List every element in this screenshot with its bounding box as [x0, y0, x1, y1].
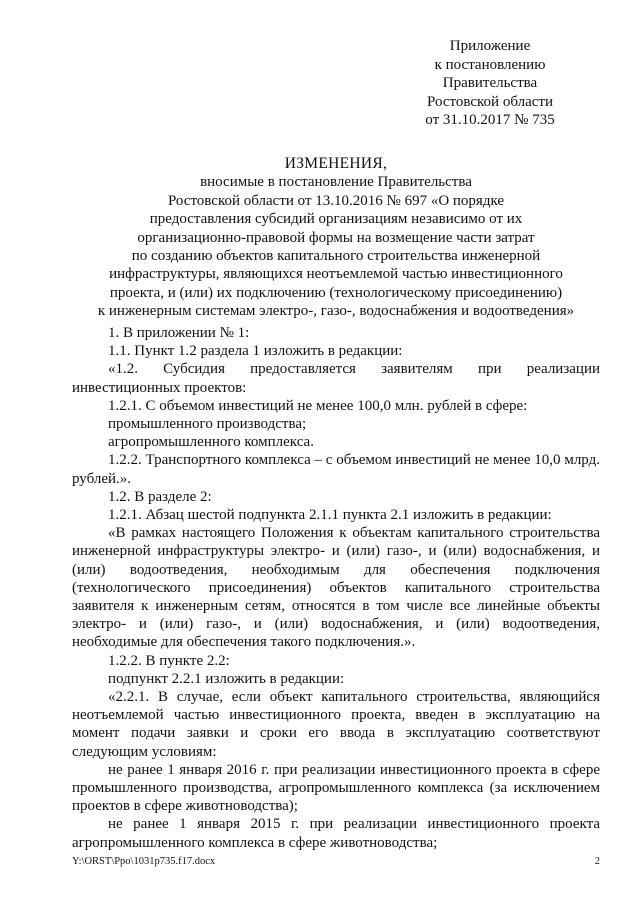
title-line: по созданию объектов капитального строительства инженерной	[131, 248, 541, 265]
paragraph: 1. В приложении № 1:	[108, 325, 250, 341]
file-path: Y:\ORST\Ppo\1031p735.f17.docx	[72, 856, 216, 867]
paragraph: «В рамках настоящего Положения к объектам капитального строительства инженерной инфраструктуры электро- и (или) газо-, и (или) водоснабжения, и (или) водоотведения, необходимым для обеспечения подключения (технологического присоединения) объектов капитального строительства заявителя к инженерным сетям, относятся в том числе все линейные объекты электро- и (или) газо-, и (или) водоснабжения, и (или) водоотведения, необходимые для обеспечения такого подключения.».	[72, 525, 600, 651]
paragraph: «2.2.1. В случае, если объект капитального строительства, являющийся неотъемлемой частью инвестиционного проекта, введен в эксплуатацию на момент подачи заявки и сроки его ввода в эксплуатацию соответствуют следующим условиям:	[72, 689, 600, 760]
title-line: организационно-правовой формы на возмещение части затрат	[137, 229, 535, 246]
paragraph: «1.2. Субсидия предоставляется заявителям при реализации инвестиционных проектов:	[72, 361, 600, 396]
document-body	[72, 324, 600, 852]
title-line: Ростовской области от 13.10.2016 № 697 «О порядке	[167, 192, 505, 209]
paragraph: агропромышленного комплекса.	[108, 434, 314, 451]
title-line: вносимые в постановление Правительства	[200, 174, 472, 191]
paragraph: 1.2.1. Абзац шестой подпункта 2.1.1 пункта 2.1 изложить в редакции:	[108, 507, 552, 524]
title-main: ИЗМЕНЕНИЯ,	[284, 155, 388, 172]
title-line: проекта, и (или) их подключению (технологическому присоединению)	[109, 284, 563, 301]
paragraph: 1.2.2. Транспортного комплекса – с объемом инвестиций не менее 10,0 млрд. рублей.».	[72, 452, 600, 487]
paragraph: 1.2.1. С объемом инвестиций не менее 100,0 млн. рублей в сфере:	[108, 397, 528, 414]
appendix-block	[380, 37, 600, 130]
paragraph: 1.2.2. В пункте 2.2:	[108, 652, 230, 669]
paragraph: 1.2. В разделе 2:	[108, 488, 212, 505]
appendix-line: к постановлению	[434, 56, 546, 73]
paragraph: не ранее 1 января 2016 г. при реализации инвестиционного проекта в сфере промышленного производства, агропромышленного комплекса (за исключением проектов в сфере животноводства);	[72, 761, 600, 815]
document-title	[72, 155, 600, 321]
appendix-line: Приложение	[449, 38, 531, 54]
appendix-line: от 31.10.2017 № 735	[425, 112, 555, 128]
paragraph: не ранее 1 января 2015 г. при реализации инвестиционного проекта агропромышленного комплекса в сфере животноводства;	[72, 816, 600, 851]
paragraph: 1.1. Пункт 1.2 раздела 1 изложить в редакции:	[108, 343, 403, 360]
page-number: 2	[594, 856, 600, 867]
title-line: к инженерным системам электро-, газо-, водоснабжения и водоотведения»	[97, 303, 575, 320]
appendix-line: Ростовской области	[427, 93, 553, 110]
appendix-line: Правительства	[442, 75, 538, 91]
title-line: инфраструктуры, являющихся неотъемлемой частью инвестиционного	[109, 266, 563, 283]
title-line: предоставления субсидий организациям независимо от их	[149, 211, 523, 228]
paragraph: подпункт 2.2.1 изложить в редакции:	[108, 670, 345, 687]
paragraph: промышленного производства;	[108, 416, 307, 433]
